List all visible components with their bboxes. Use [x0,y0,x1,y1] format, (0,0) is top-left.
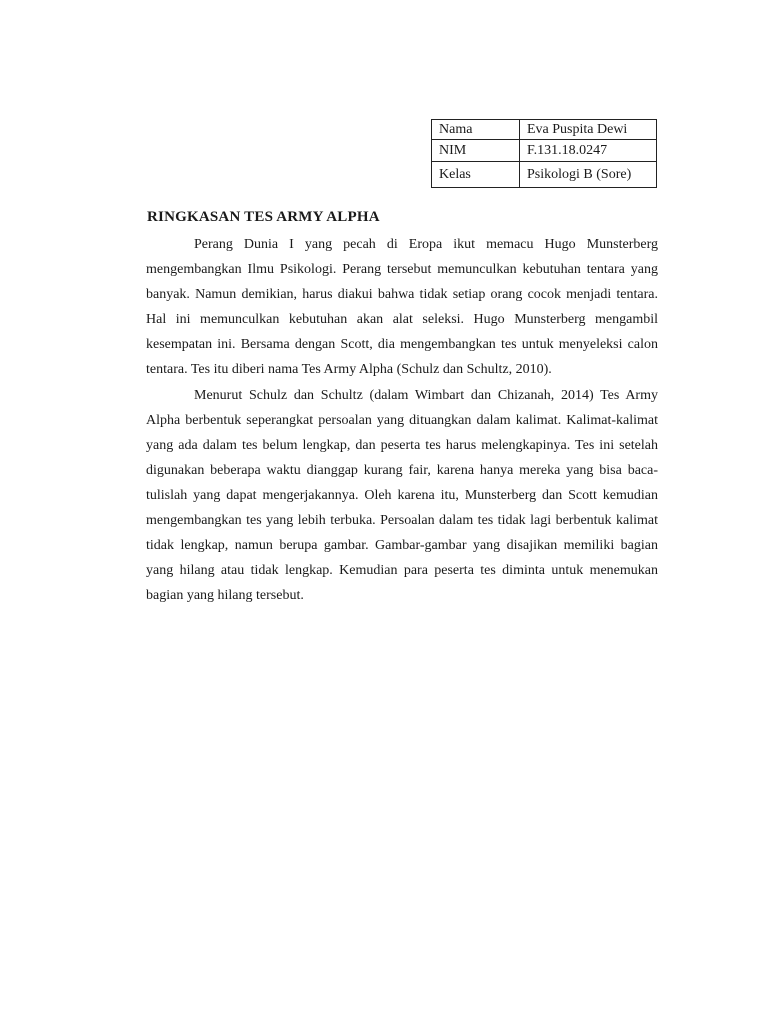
row-value: F.131.18.0247 [520,140,657,162]
paragraph: Menurut Schulz dan Schultz (dalam Wimbart dan Chizanah, 2014) Tes Army Alpha berbentuk seperangkat persoalan yang dituangkan dalam kalimat. Kalimat-kalimat yang ada dalam tes belum lengkap, dan peserta tes harus melengkapinya. Tes ini setelah digunakan beberapa waktu dianggap kurang fair, karena hanya mereka yang bisa baca-tulislah yang dapat mengerjakannya. Oleh karena itu, Munsterberg dan Scott kemudian mengembangkan tes yang lebih terbuka. Persoalan dalam tes tidak lagi berbentuk kalimat tidak lengkap, namun berupa gambar. Gambar-gambar yang disajikan memiliki bagian yang hilang atau tidak lengkap. Kemudian para peserta tes diminta untuk menemukan bagian yang hilang tersebut. [146,387,658,604]
row-value: Psikologi B (Sore) [520,162,657,188]
row-label: NIM [432,140,520,162]
document-title: RINGKASAN TES ARMY ALPHA [147,209,380,225]
paragraph: Perang Dunia I yang pecah di Eropa ikut memacu Hugo Munsterberg mengembangkan Ilmu Psikologi. Perang tersebut memunculkan kebutuhan tentara yang banyak. Namun demikian, harus diakui bahwa tidak setiap orang cocok menjadi tentara. Hal ini memunculkan kebutuhan akan alat seleksi. Hugo Munsterberg mengambil kesempatan ini. Bersama dengan Scott, dia mengembangkan tes untuk menyeleksi calon tentara. Tes itu diberi nama Tes Army Alpha (Schulz dan Schultz, 2010). [146,237,658,378]
row-label: Kelas [432,162,520,188]
document-body [146,232,658,608]
row-value: Eva Puspita Dewi [520,120,657,140]
table-row-nama [432,120,657,140]
student-info-table [431,119,657,188]
table-row-nim [432,140,657,162]
table-row-kelas [432,162,657,188]
row-label: Nama [432,120,520,140]
